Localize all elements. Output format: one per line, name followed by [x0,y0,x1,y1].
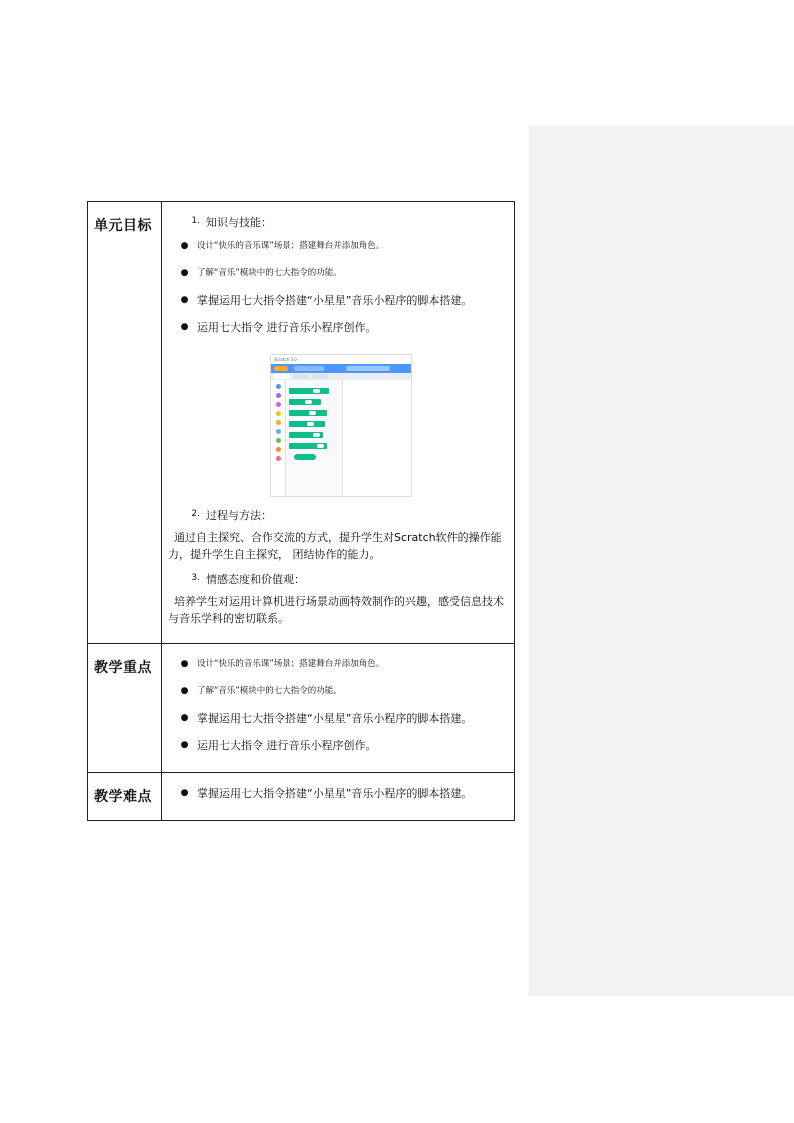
bullet-icon: ● [180,322,189,332]
list-item: ● 运用七大指令 进行音乐小程序创作。 [168,319,510,336]
category-dot-icon [276,384,281,389]
category-dot-icon [276,456,281,461]
category-dot-icon [276,447,281,452]
attitude-heading: 3. 情感态度和价值观： [191,573,305,586]
category-dot-icon [276,411,281,416]
difficulties-row [88,773,515,821]
bullet-icon: ● [180,788,189,798]
bullet-icon: ● [180,659,189,669]
objectives-label: 单元目标 [94,218,152,234]
list-item: ● 运用七大指令 进行音乐小程序创作。 [168,737,510,754]
screenshot-tabs [271,373,411,380]
list-item: ● 掌握运用七大指令搭建“小星星”音乐小程序的脚本搭建。 [168,785,510,802]
music-block [289,421,325,427]
screenshot-categories [271,380,286,496]
category-dot-icon [276,402,281,407]
bullet-icon: ● [180,295,189,305]
list-item: ● 设计“快乐的音乐课”场景；搭建舞台并添加角色。 [168,656,510,673]
list-item: ● 了解“音乐”模块中的七大指令的功能。 [168,683,510,700]
scratch-screenshot [270,354,412,497]
objectives-row [88,202,515,644]
list-item: ● 掌握运用七大指令搭建“小星星”音乐小程序的脚本搭建。 [168,710,510,727]
category-dot-icon [276,393,281,398]
music-block [289,443,327,449]
music-block [294,454,316,460]
screenshot-title: Scratch 3.0 [271,355,411,364]
music-block [289,410,327,416]
attitude-text: 培养学生对运用计算机进行场景动画特效制作的兴趣，感受信息技术与音乐学科的密切联系。 [168,595,504,625]
scratch-logo-icon [274,366,288,371]
list-item: ● 了解“音乐”模块中的七大指令的功能。 [168,265,510,282]
category-dot-icon [276,438,281,443]
list-item: ● 设计“快乐的音乐课”场景；搭建舞台并添加角色。 [168,238,510,255]
screenshot-script-area [343,380,411,496]
comment-pane [529,126,794,996]
key-points-label: 教学重点 [94,660,152,676]
bullet-icon: ● [180,686,189,696]
music-block [289,399,321,405]
lesson-plan-table [87,201,515,821]
bullet-icon: ● [180,268,189,278]
bullet-icon: ● [180,241,189,251]
difficulties-label: 教学难点 [94,789,152,805]
knowledge-heading: 1. 知识与技能： [191,216,272,229]
bullet-icon: ● [180,713,189,723]
bullet-icon: ● [180,740,189,750]
music-block [289,388,329,394]
music-block [289,432,323,438]
list-item: ● 掌握运用七大指令搭建“小星星”音乐小程序的脚本搭建。 [168,292,510,309]
key-points-row [88,644,515,773]
process-text: 通过自主探究、合作交流的方式，提升学生对Scratch软件的操作能力，提升学生自主探究， 团结协作的能力。 [168,531,502,561]
screenshot-blocks-palette [286,380,343,496]
category-dot-icon [276,429,281,434]
category-dot-icon [276,420,281,425]
screenshot-menubar [271,364,411,373]
process-heading: 2. 过程与方法： [191,509,272,522]
